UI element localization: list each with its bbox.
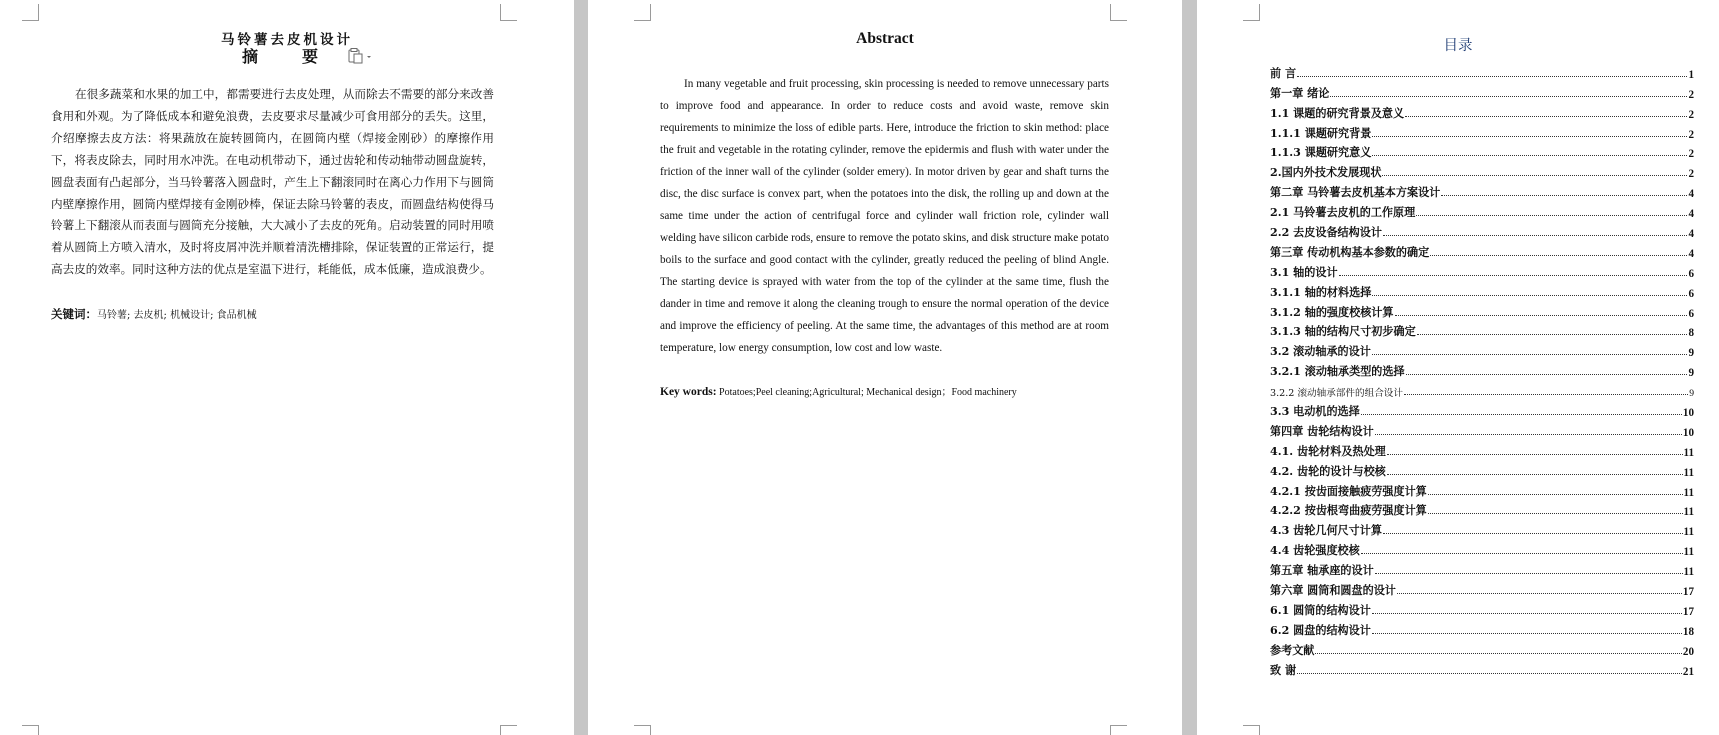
keywords-cn: [51, 306, 494, 324]
toc-leader-dots: [1361, 414, 1682, 415]
toc-leader-dots: [1375, 434, 1682, 435]
toc-entry-page: 11: [1683, 486, 1694, 499]
toc-entry-page: 11: [1683, 466, 1694, 479]
page-english-abstract: [588, 0, 1182, 735]
toc-leader-dots: [1428, 513, 1683, 514]
toc-entry[interactable]: [1270, 399, 1694, 419]
toc-entry[interactable]: [1270, 499, 1694, 519]
toc-entry-page: 4: [1688, 247, 1694, 260]
toc-leader-dots: [1387, 454, 1683, 455]
toc-title: 目录: [1443, 38, 1473, 54]
toc-entry[interactable]: [1270, 240, 1694, 260]
toc-entry-title: 第四章 齿轮结构设计: [1270, 424, 1374, 438]
toc-entry[interactable]: [1270, 220, 1694, 240]
toc-entry-page: 10: [1682, 426, 1694, 439]
toc-entry[interactable]: [1270, 280, 1694, 300]
toc-entry[interactable]: [1270, 121, 1694, 141]
toc-entry[interactable]: [1270, 439, 1694, 459]
toc-leader-dots: [1297, 76, 1687, 77]
paste-options-button[interactable]: [347, 48, 375, 64]
crop-mark: [1243, 725, 1260, 735]
abstract-heading: 摘 要: [241, 47, 332, 66]
toc-entry-page: 10: [1682, 407, 1694, 420]
toc-leader-dots: [1383, 235, 1688, 236]
toc-entry[interactable]: [1270, 320, 1694, 340]
toc-leader-dots: [1375, 573, 1683, 574]
toc-entry[interactable]: [1270, 81, 1694, 101]
toc-entry-page: 6: [1688, 287, 1694, 300]
toc-leader-dots: [1387, 474, 1683, 475]
toc-leader-dots: [1372, 613, 1682, 614]
toc-entry[interactable]: [1270, 638, 1694, 658]
toc-leader-dots: [1372, 633, 1682, 634]
toc-leader-dots: [1372, 136, 1687, 137]
toc-leader-dots: [1405, 116, 1687, 117]
toc-leader-dots: [1372, 155, 1687, 156]
toc-entry-page: 2: [1688, 88, 1694, 101]
toc-entry[interactable]: [1270, 160, 1694, 180]
toc-entry-title: 6.2 圆盘的结构设计: [1270, 623, 1371, 637]
toc-entry-page: 18: [1682, 625, 1694, 638]
toc-entry-title: 4.3 齿轮几何尺寸计算: [1270, 524, 1382, 538]
toc-entry-page: 2: [1688, 168, 1694, 181]
toc-entry-page: 17: [1682, 586, 1694, 599]
abstract-heading-en: Abstract: [856, 30, 914, 47]
toc-entry[interactable]: [1270, 101, 1694, 121]
toc-entry-title: 第五章 轴承座的设计: [1270, 564, 1374, 578]
toc-leader-dots: [1297, 673, 1682, 674]
toc-entry[interactable]: [1270, 61, 1694, 81]
crop-mark: [22, 725, 39, 735]
toc-entry-page: 9: [1689, 388, 1694, 400]
toc-entry-page: 4: [1688, 228, 1694, 241]
crop-mark: [1243, 4, 1260, 21]
toc-leader-dots: [1397, 593, 1682, 594]
toc-entry-page: 9: [1688, 367, 1694, 380]
keywords-label-en: Key words:: [660, 386, 717, 398]
toc-leader-dots: [1315, 653, 1682, 654]
toc-entry-title: 第一章 绪论: [1270, 86, 1330, 100]
toc-leader-dots: [1417, 334, 1688, 335]
toc-entry-title: 4.2.1 按齿面接触疲劳强度计算: [1270, 484, 1427, 498]
keywords-value-en: Potatoes;Peel cleaning;Agricultural; Mechanical design；Food machinery: [719, 387, 1017, 398]
toc-entry-page: 4: [1688, 188, 1694, 201]
toc-entry[interactable]: [1270, 180, 1694, 200]
page-chinese-abstract: [0, 0, 574, 735]
toc-entry[interactable]: [1270, 459, 1694, 479]
toc-entry-title: 第六章 圆筒和圆盘的设计: [1270, 584, 1396, 598]
toc-leader-dots: [1406, 374, 1688, 375]
toc-leader-dots: [1428, 494, 1683, 495]
toc-entry[interactable]: [1270, 558, 1694, 578]
toc-entry-page: 6: [1688, 267, 1694, 280]
keywords-en: [660, 384, 1109, 401]
toc-entry-title: 6.1 圆筒的结构设计: [1270, 603, 1371, 617]
toc-entry[interactable]: [1270, 618, 1694, 638]
toc-entry-page: 9: [1688, 347, 1694, 360]
toc-leader-dots: [1430, 255, 1687, 256]
toc-entry-page: 11: [1683, 566, 1694, 579]
toc-leader-dots: [1395, 315, 1688, 316]
toc-entry-title: 3.2 滚动轴承的设计: [1270, 345, 1371, 359]
toc-entry[interactable]: [1270, 300, 1694, 320]
toc-entry-title: 4.2.2 按齿根弯曲疲劳强度计算: [1270, 504, 1427, 518]
toc-entry-page: 20: [1682, 645, 1694, 658]
thesis-title: 马铃薯去皮机设计: [221, 32, 353, 48]
crop-mark: [634, 4, 651, 21]
toc-entry-page: 21: [1682, 665, 1694, 678]
toc-entry-title: 3.1.2 轴的强度校核计算: [1270, 305, 1394, 319]
toc-leader-dots: [1404, 394, 1688, 395]
toc-entry[interactable]: [1270, 339, 1694, 359]
toc-leader-dots: [1339, 275, 1688, 276]
toc-entry-title: 1.1.1 课题研究背景: [1270, 126, 1372, 140]
toc-entry-page: 6: [1688, 307, 1694, 320]
toc-entry-title: 第三章 传动机构基本参数的确定: [1270, 245, 1430, 259]
toc-entry-page: 11: [1683, 446, 1694, 459]
toc-entry[interactable]: [1270, 141, 1694, 161]
toc-leader-dots: [1441, 195, 1687, 196]
keywords-value: 马铃薯; 去皮机; 机械设计; 食品机械: [97, 310, 257, 321]
toc-entry-title: 1.1 课题的研究背景及意义: [1270, 106, 1405, 120]
toc-entry[interactable]: [1270, 359, 1694, 379]
toc-entry-title: 1.1.3 课题研究意义: [1270, 146, 1372, 160]
toc-entry-page: 2: [1688, 108, 1694, 121]
toc-leader-dots: [1361, 553, 1683, 554]
toc-entry-page: 11: [1683, 546, 1694, 559]
toc-entry-title: 2.1 马铃薯去皮机的工作原理: [1270, 206, 1416, 220]
toc-leader-dots: [1372, 354, 1688, 355]
crop-mark: [1110, 725, 1127, 735]
toc-leader-dots: [1383, 533, 1683, 534]
toc-entry[interactable]: [1270, 419, 1694, 439]
toc-entry[interactable]: [1270, 200, 1694, 220]
crop-mark: [22, 4, 39, 21]
toc-entry-title: 3.1.3 轴的结构尺寸初步确定: [1270, 325, 1416, 339]
toc-entry-title: 4.4 齿轮强度校核: [1270, 544, 1360, 558]
toc-list: [1270, 61, 1694, 678]
toc-entry-title: 4.2. 齿轮的设计与校核: [1270, 464, 1386, 478]
toc-entry[interactable]: [1270, 479, 1694, 499]
toc-entry-title: 2.国内外技术发展现状: [1270, 166, 1382, 180]
toc-leader-dots: [1372, 295, 1687, 296]
toc-entry-title: 4.1. 齿轮材料及热处理: [1270, 444, 1386, 458]
toc-entry-page: 17: [1682, 605, 1694, 618]
crop-mark: [500, 4, 517, 21]
toc-entry-page: 4: [1688, 208, 1694, 221]
toc-entry[interactable]: [1270, 578, 1694, 598]
toc-entry-page: 1: [1688, 68, 1694, 81]
toc-entry[interactable]: [1270, 598, 1694, 618]
toc-entry-title: 3.2.1 滚动轴承类型的选择: [1270, 365, 1405, 379]
keywords-label: 关键词：: [51, 307, 97, 321]
toc-entry-page: 2: [1688, 148, 1694, 161]
toc-entry-page: 2: [1688, 128, 1694, 141]
crop-mark: [1110, 4, 1127, 21]
toc-entry[interactable]: [1270, 658, 1694, 678]
toc-entry-title: 3.3 电动机的选择: [1270, 405, 1360, 419]
toc-entry-title: 致 谢: [1270, 663, 1297, 677]
abstract-body-en: In many vegetable and fruit processing, skin processing is needed to remove unnecessary parts to improve food and appearance. In order to reduce costs and avoid waste, remove skin requirements to minimize the loss of edible parts. Here, introduce the friction to skin method: place the fruit and vegetable in the rotating cylinder, remove the epidermis and flush with water under the friction of the inner wall of the cylinder (solder emery). In motor driven by gear and shaft turns the disc, the disc surface is convex part, when the potatoes into the disk, the rolling up and down at the same time under the action of centrifugal force and cylinder wall friction role, cylinder wall welding have silicon carbide rods, ensure to remove the potato skins, and disk structure make potato boils to the surface and good contact with the cylinder, greatly reduced the peeling of blind Angle. The starting device is sprayed with water from the top of the cylinder at the same time, flush the dander in time and remove it along the cleaning trough to ensure the normal operation of the device and improve the efficiency of peeling. At the same time, the advantages of this method are at room temperature, low energy consumption, low cost and low waste.: [660, 78, 1109, 354]
toc-entry-title: 3.2.2 滚动轴承部件的组合设计: [1270, 388, 1403, 400]
crop-mark: [500, 725, 517, 735]
crop-mark: [634, 725, 651, 735]
toc-entry-page: 11: [1683, 526, 1694, 539]
toc-leader-dots: [1416, 215, 1687, 216]
toc-entry-page: 11: [1683, 506, 1694, 519]
abstract-body-cn: 在很多蔬菜和水果的加工中，都需要进行去皮处理，从而除去不需要的部分来改善食用和外观。为了降低成本和避免浪费，去皮要求尽量减少可食用部分的丢失。这里，介绍摩擦去皮方法：将果蔬放在旋转圆筒内，在圆筒内壁（焊接金刚砂）的摩擦作用下，将表皮除去，同时用水冲洗。在电动机带动下，通过齿轮和传动轴带动圆盘旋转，圆盘表面有凸起部分，当马铃薯落入圆盘时，产生上下翻滚同时在离心力作用下与圆筒内壁摩擦作用，圆筒内壁焊接有金刚砂棒，保证去除马铃薯的表皮，而圆盘结构使得马铃薯上下翻滚从而表面与圆筒充分接触，大大减小了去皮的死角。启动装置的同时用喷着从圆筒上方喷入清水，及时将皮屑冲洗并顺着清洗槽排除，保证装置的正常运行，提高去皮的效率。同时这种方法的优点是室温下进行，耗能低，成本低廉，造成浪费少。: [51, 87, 494, 277]
toc-entry-page: 8: [1688, 327, 1694, 340]
toc-entry[interactable]: [1270, 379, 1694, 399]
toc-entry[interactable]: [1270, 538, 1694, 558]
toc-entry-title: 2.2 去皮设备结构设计: [1270, 226, 1382, 240]
toc-entry[interactable]: [1270, 260, 1694, 280]
toc-leader-dots: [1330, 96, 1687, 97]
page-table-of-contents: [1197, 0, 1719, 735]
toc-entry-title: 3.1.1 轴的材料选择: [1270, 285, 1372, 299]
paste-options-icon: [347, 48, 375, 64]
toc-entry-title: 第二章 马铃薯去皮机基本方案设计: [1270, 186, 1441, 200]
toc-leader-dots: [1382, 175, 1687, 176]
toc-entry-title: 参考文献: [1270, 643, 1315, 657]
toc-entry[interactable]: [1270, 518, 1694, 538]
toc-entry-title: 前 言: [1270, 66, 1297, 80]
toc-entry-title: 3.1 轴的设计: [1270, 265, 1338, 279]
